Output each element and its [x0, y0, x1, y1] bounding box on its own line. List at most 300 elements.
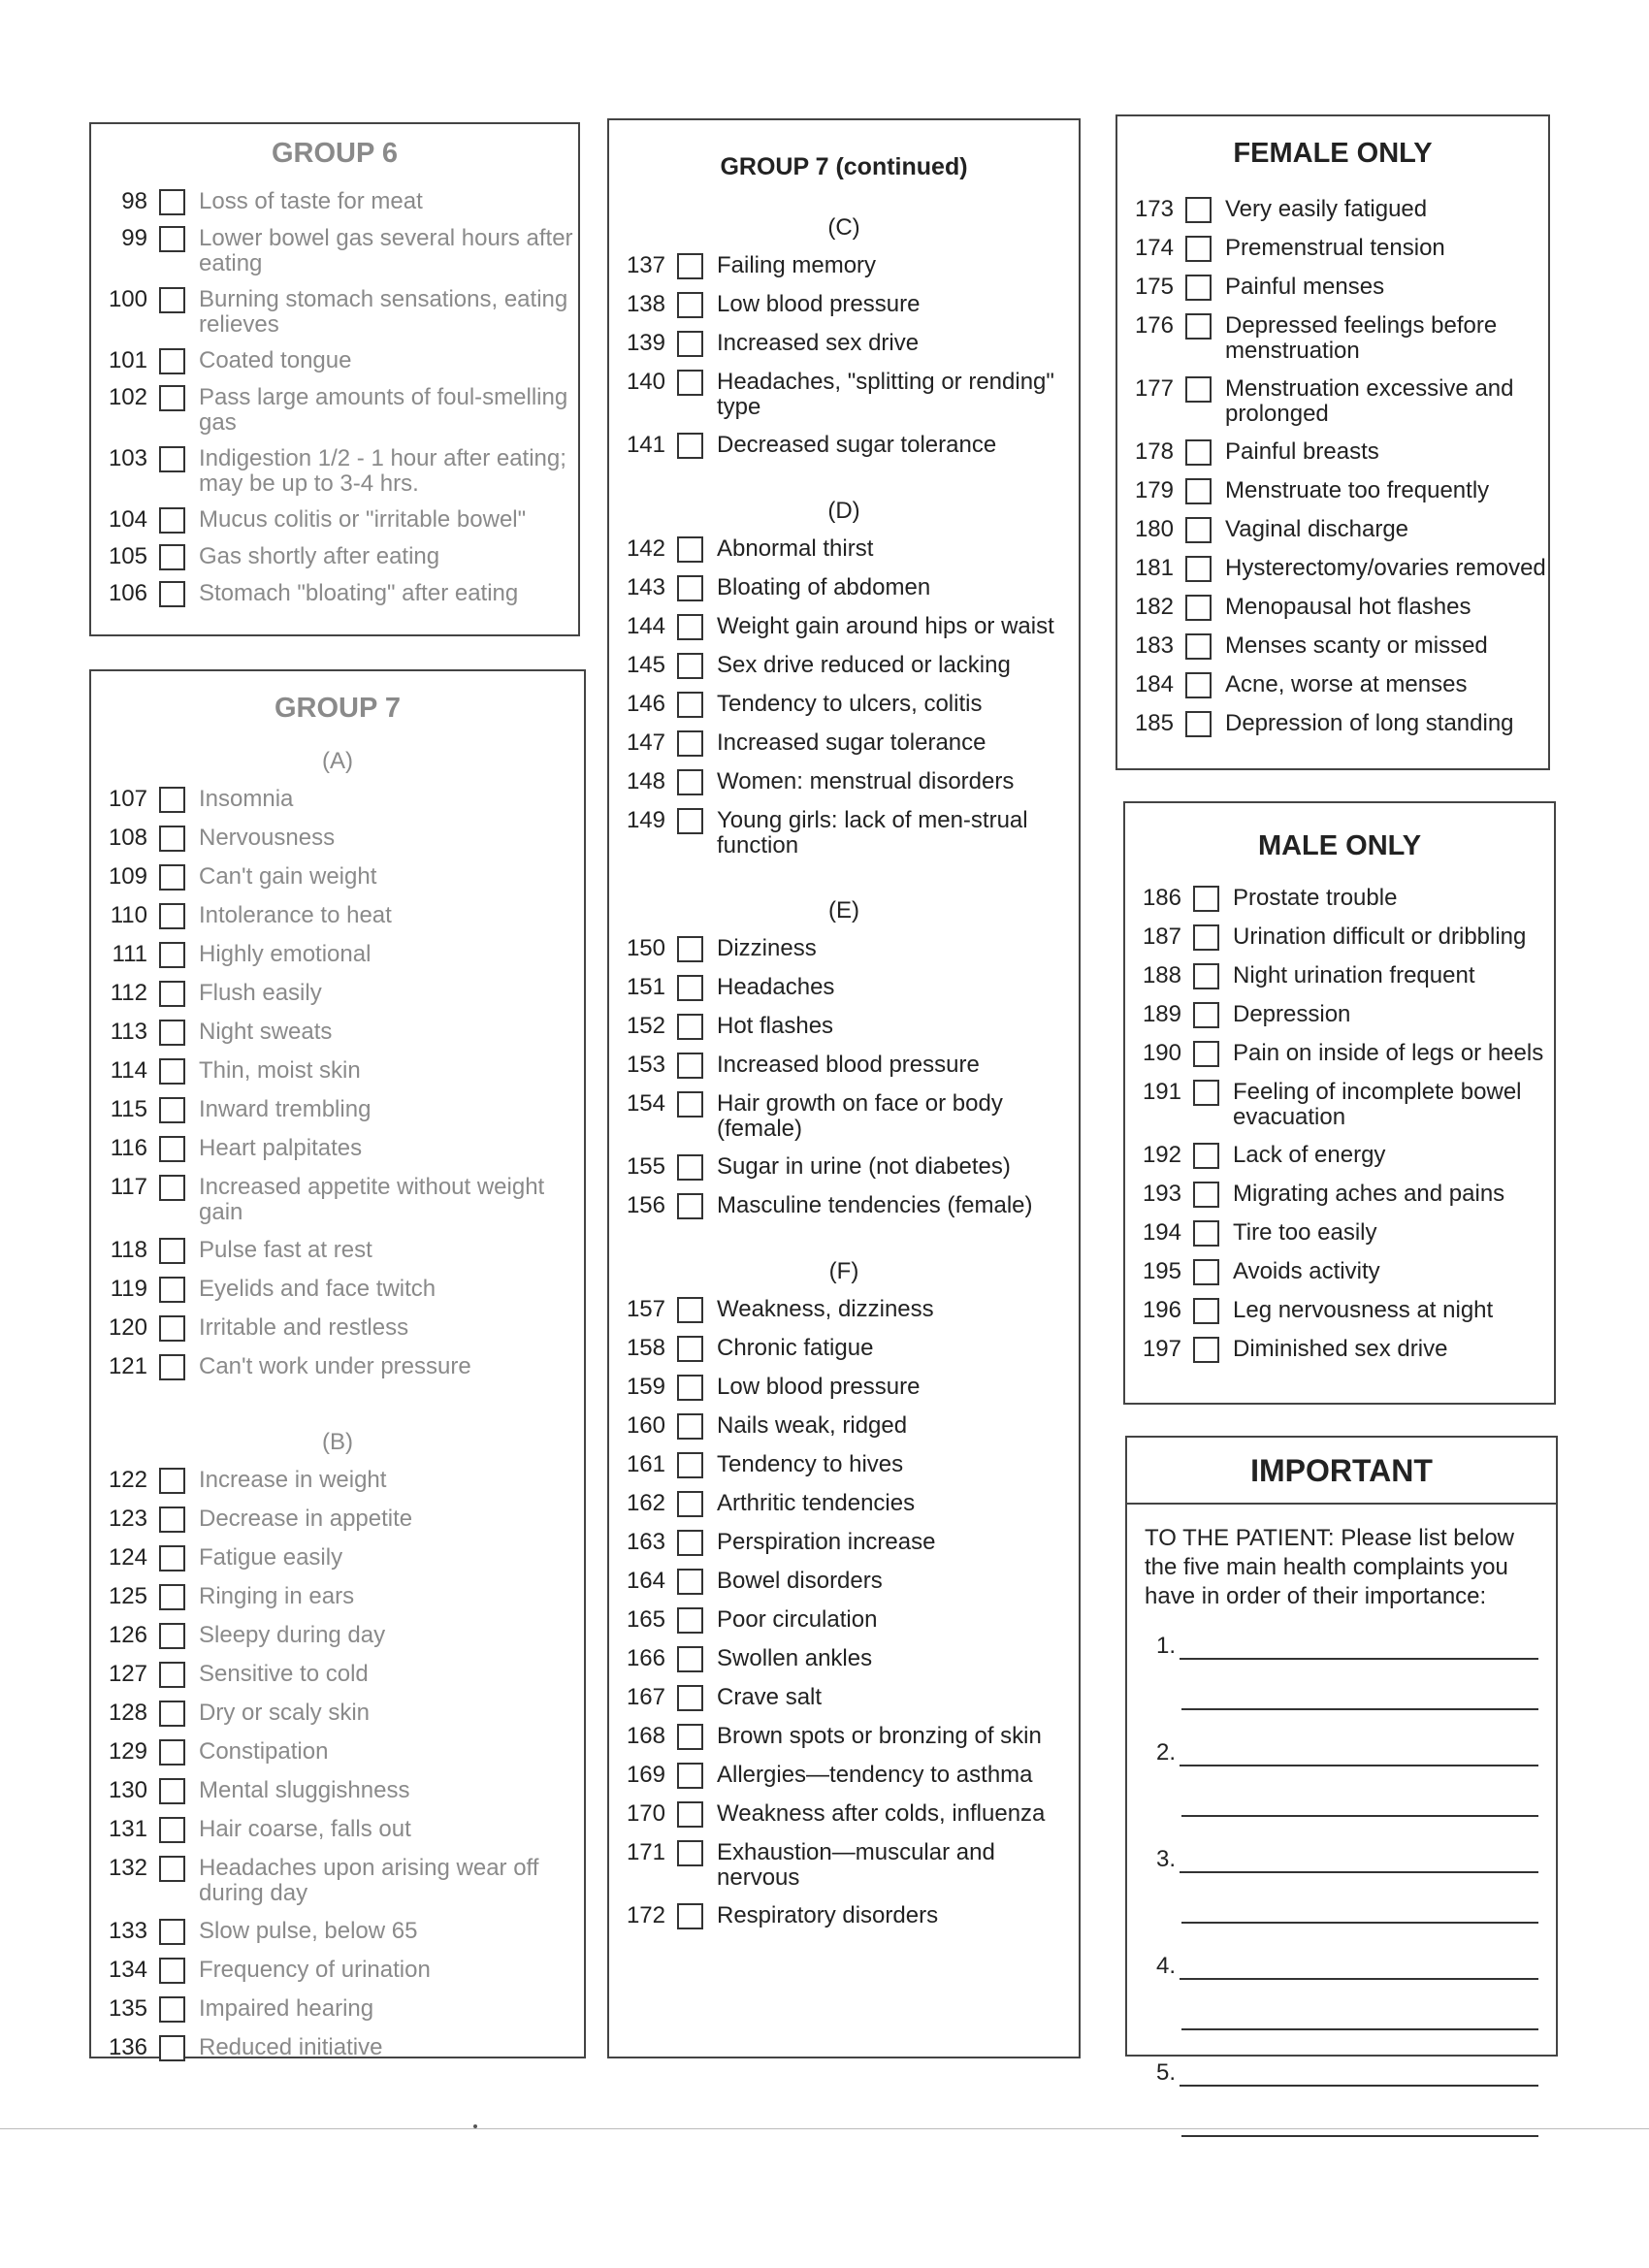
symptom-checkbox[interactable] — [677, 1903, 703, 1929]
symptom-label: Young girls: lack of men-strual function — [717, 807, 1028, 859]
symptom-checkbox[interactable] — [159, 2035, 185, 2061]
item-number: 119 — [110, 1276, 147, 1302]
symptom-label: Sensitive to cold — [199, 1661, 369, 1687]
symptom-item — [91, 1175, 584, 1225]
symptom-checkbox[interactable] — [159, 942, 185, 968]
symptom-checkbox[interactable] — [159, 826, 185, 852]
symptom-label: Constipation — [199, 1738, 329, 1765]
complaint-line-2-continuation[interactable] — [1181, 1794, 1538, 1817]
item-number: 124 — [108, 1544, 147, 1571]
section-heading: (F) — [828, 1258, 859, 1284]
symptom-checkbox[interactable] — [1193, 1337, 1219, 1363]
item-number: 114 — [110, 1057, 147, 1084]
symptom-checkbox[interactable] — [1185, 275, 1212, 301]
symptom-label: Indigestion 1/2 - 1 hour after eating; may be up to 3-4 hrs. — [199, 445, 566, 497]
symptom-label: Irritable and restless — [199, 1314, 409, 1341]
symptom-item — [609, 536, 1079, 563]
item-number: 115 — [110, 1096, 147, 1122]
complaint-line-1-continuation[interactable] — [1181, 1687, 1538, 1710]
section-list — [91, 787, 584, 1380]
symptom-item — [91, 1919, 584, 1945]
symptom-item — [91, 1097, 584, 1123]
symptom-label: Hot flashes — [717, 1013, 834, 1039]
item-number: 134 — [108, 1957, 147, 1983]
symptom-checkbox[interactable] — [159, 1778, 185, 1804]
symptom-checkbox[interactable] — [677, 769, 703, 795]
symptom-checkbox[interactable] — [159, 1817, 185, 1843]
symptom-item — [1117, 439, 1548, 466]
symptom-checkbox[interactable] — [677, 730, 703, 757]
symptom-checkbox[interactable] — [677, 1014, 703, 1040]
symptom-checkbox[interactable] — [159, 1701, 185, 1727]
important-title: IMPORTANT — [1250, 1453, 1433, 1488]
symptom-label: Nervousness — [199, 825, 336, 851]
symptom-checkbox[interactable] — [159, 1020, 185, 1046]
symptom-checkbox[interactable] — [1185, 517, 1212, 543]
symptom-checkbox[interactable] — [677, 936, 703, 962]
group-7-continued-sections — [609, 214, 1079, 1929]
symptom-label: Depressed feelings before menstruation — [1225, 312, 1498, 364]
symptom-checkbox[interactable] — [677, 331, 703, 357]
symptom-label: Sugar in urine (not diabetes) — [717, 1153, 1011, 1180]
symptom-item — [609, 1452, 1079, 1478]
symptom-checkbox[interactable] — [159, 348, 185, 374]
complaint-line-3[interactable]: 3. — [1156, 1844, 1538, 1873]
symptom-label: Urination difficult or dribbling — [1233, 923, 1527, 950]
complaint-line-2[interactable]: 2. — [1156, 1737, 1538, 1766]
item-number: 147 — [626, 729, 665, 756]
symptom-checkbox[interactable] — [159, 1238, 185, 1264]
symptom-checkbox[interactable] — [159, 1507, 185, 1533]
symptom-checkbox[interactable] — [1193, 1041, 1219, 1067]
important-divider — [1127, 1503, 1556, 1505]
symptom-item — [91, 1958, 584, 1984]
complaint-line-3-continuation[interactable] — [1181, 1900, 1538, 1924]
symptom-label: Pass large amounts of foul-smelling gas — [199, 384, 568, 436]
symptom-checkbox[interactable] — [1185, 672, 1212, 698]
item-number: 187 — [1142, 923, 1181, 950]
section-list — [609, 253, 1079, 459]
symptom-label: Crave salt — [717, 1684, 823, 1710]
symptom-label: Frequency of urination — [199, 1957, 431, 1983]
symptom-checkbox[interactable] — [159, 1097, 185, 1123]
symptom-label: Lack of energy — [1233, 1142, 1386, 1168]
symptom-checkbox[interactable] — [1193, 1298, 1219, 1324]
symptom-label: Avoids activity — [1233, 1258, 1380, 1284]
female-only-list — [1117, 197, 1548, 737]
symptom-checkbox[interactable] — [159, 544, 185, 570]
symptom-label: Decrease in appetite — [199, 1506, 413, 1532]
symptom-checkbox[interactable] — [677, 1491, 703, 1517]
symptom-checkbox[interactable] — [1193, 1080, 1219, 1106]
item-number: 123 — [108, 1506, 147, 1532]
symptom-checkbox[interactable] — [677, 1091, 703, 1118]
symptom-checkbox[interactable] — [677, 1336, 703, 1362]
symptom-label: Thin, moist skin — [199, 1057, 361, 1084]
symptom-label: Lower bowel gas several hours after eating — [199, 225, 573, 276]
symptom-label: Acne, worse at menses — [1225, 671, 1468, 697]
important-box — [1125, 1436, 1558, 2086]
symptom-item — [609, 253, 1079, 279]
symptom-label: Masculine tendencies (female) — [717, 1192, 1033, 1218]
symptom-checkbox[interactable] — [677, 433, 703, 459]
symptom-checkbox[interactable] — [677, 1193, 703, 1219]
item-number: 109 — [108, 863, 147, 890]
symptom-label: Hair coarse, falls out — [199, 1816, 411, 1842]
item-number: 138 — [626, 291, 665, 317]
item-number: 163 — [626, 1529, 665, 1555]
symptom-checkbox[interactable] — [159, 864, 185, 891]
symptom-label: Flush easily — [199, 980, 322, 1006]
symptom-checkbox[interactable] — [1185, 478, 1212, 504]
symptom-checkbox[interactable] — [159, 1662, 185, 1688]
symptom-item — [609, 433, 1079, 459]
symptom-item — [609, 1685, 1079, 1711]
item-number: 106 — [108, 580, 147, 606]
symptom-item — [91, 826, 584, 852]
symptom-item — [609, 1491, 1079, 1517]
item-number: 184 — [1134, 671, 1174, 697]
symptom-label: Loss of taste for meat — [199, 188, 423, 214]
item-number: 132 — [108, 1855, 147, 1881]
item-number: 152 — [626, 1013, 665, 1039]
symptom-checkbox[interactable] — [1185, 376, 1212, 403]
complaint-line-4-continuation[interactable] — [1181, 2007, 1538, 2030]
section-heading: (C) — [827, 214, 860, 241]
symptom-checkbox[interactable] — [159, 226, 185, 252]
symptom-checkbox[interactable] — [677, 370, 703, 396]
symptom-checkbox[interactable] — [677, 1452, 703, 1478]
symptom-item — [609, 1840, 1079, 1891]
item-number: 172 — [626, 1902, 665, 1928]
item-number: 180 — [1134, 516, 1174, 542]
item-number: 178 — [1134, 438, 1174, 465]
symptom-label: Inward trembling — [199, 1096, 372, 1122]
item-number: 101 — [108, 347, 147, 373]
symptom-item — [1117, 236, 1548, 262]
symptom-item — [91, 1856, 584, 1906]
symptom-item — [609, 1297, 1079, 1323]
symptom-checkbox[interactable] — [677, 575, 703, 601]
item-number: 173 — [1134, 196, 1174, 222]
complaint-line-5-continuation[interactable] — [1181, 2114, 1538, 2137]
symptom-item — [1125, 1041, 1554, 1067]
symptom-label: Mental sluggishness — [199, 1777, 410, 1803]
symptom-checkbox[interactable] — [159, 581, 185, 607]
symptom-checkbox[interactable] — [677, 692, 703, 718]
symptom-checkbox[interactable] — [677, 1297, 703, 1323]
item-number: 162 — [626, 1490, 665, 1516]
symptom-checkbox[interactable] — [159, 1958, 185, 1984]
symptom-checkbox[interactable] — [677, 1413, 703, 1440]
symptom-item — [1125, 1143, 1554, 1169]
symptom-label: Fatigue easily — [199, 1544, 343, 1571]
section-list — [609, 936, 1079, 1219]
symptom-label: Decreased sugar tolerance — [717, 432, 997, 458]
symptom-checkbox[interactable] — [677, 1154, 703, 1181]
item-number: 188 — [1142, 962, 1181, 988]
item-number: 137 — [626, 252, 665, 278]
symptom-checkbox[interactable] — [159, 1175, 185, 1201]
symptom-label: Headaches — [717, 974, 835, 1000]
symptom-checkbox[interactable] — [159, 1315, 185, 1342]
symptom-checkbox[interactable] — [159, 981, 185, 1007]
symptom-label: Impaired hearing — [199, 1995, 374, 2022]
symptom-label: Very easily fatigued — [1225, 196, 1428, 222]
complaint-line-5[interactable]: 5. — [1156, 2057, 1538, 2087]
symptom-checkbox[interactable] — [1193, 886, 1219, 912]
symptom-label: Leg nervousness at night — [1233, 1297, 1494, 1323]
symptom-label: Stomach "bloating" after eating — [199, 580, 519, 606]
scan-speck — [473, 2124, 477, 2128]
symptom-checkbox[interactable] — [677, 1530, 703, 1556]
group-7-title: GROUP 7 — [274, 693, 401, 724]
symptom-item — [91, 1545, 584, 1571]
symptom-checkbox[interactable] — [677, 1053, 703, 1079]
symptom-item — [1117, 517, 1548, 543]
symptom-item — [1117, 711, 1548, 737]
item-number: 108 — [108, 825, 147, 851]
symptom-label: Weakness, dizziness — [717, 1296, 934, 1322]
symptom-label: Headaches, "splitting or rending" type — [717, 369, 1054, 420]
symptom-label: Burning stomach sensations, eating relieves — [199, 286, 568, 338]
symptom-label: Dizziness — [717, 935, 817, 961]
symptom-checkbox[interactable] — [677, 1569, 703, 1595]
symptom-checkbox[interactable] — [1185, 711, 1212, 737]
item-number: 142 — [626, 535, 665, 562]
item-number: 139 — [626, 330, 665, 356]
symptom-label: Increased sex drive — [717, 330, 920, 356]
symptom-checkbox[interactable] — [159, 1136, 185, 1162]
symptom-checkbox[interactable] — [1185, 556, 1212, 582]
symptom-item — [1125, 1182, 1554, 1208]
symptom-item — [609, 769, 1079, 795]
symptom-item — [91, 226, 578, 276]
symptom-checkbox[interactable] — [159, 1623, 185, 1649]
item-number: 105 — [108, 543, 147, 569]
symptom-checkbox[interactable] — [677, 614, 703, 640]
symptom-checkbox[interactable] — [159, 1996, 185, 2023]
item-number: 126 — [108, 1622, 147, 1648]
symptom-checkbox[interactable] — [677, 1763, 703, 1789]
group-7-sections — [91, 748, 584, 2061]
item-number: 128 — [108, 1700, 147, 1726]
symptom-label: Menses scanty or missed — [1225, 632, 1488, 659]
item-number: 117 — [110, 1174, 147, 1200]
symptom-item — [1125, 886, 1554, 912]
symptom-label: Intolerance to heat — [199, 902, 392, 928]
item-number: 154 — [626, 1090, 665, 1117]
male-only-title: MALE ONLY — [1257, 830, 1422, 861]
symptom-item — [609, 1903, 1079, 1929]
symptom-checkbox[interactable] — [677, 1607, 703, 1634]
symptom-label: Dry or scaly skin — [199, 1700, 371, 1726]
symptom-item — [609, 1569, 1079, 1595]
item-number: 170 — [626, 1800, 665, 1827]
symptom-item — [91, 1020, 584, 1046]
symptom-item — [1125, 1259, 1554, 1285]
item-number: 141 — [626, 432, 665, 458]
symptom-label: Perspiration increase — [717, 1529, 936, 1555]
item-number: 140 — [626, 369, 665, 395]
symptom-checkbox[interactable] — [677, 653, 703, 679]
symptom-label: Sleepy during day — [199, 1622, 386, 1648]
symptom-checkbox[interactable] — [159, 287, 185, 313]
item-number: 160 — [626, 1412, 665, 1439]
symptom-checkbox[interactable] — [159, 1545, 185, 1571]
item-number: 135 — [108, 1995, 147, 2022]
item-number: 143 — [626, 574, 665, 600]
symptom-checkbox[interactable] — [1185, 439, 1212, 466]
item-number: 174 — [1134, 235, 1174, 261]
item-number: 192 — [1142, 1142, 1181, 1168]
item-number: 197 — [1142, 1336, 1181, 1362]
symptom-item — [91, 544, 578, 570]
symptom-checkbox[interactable] — [1185, 633, 1212, 660]
symptom-checkbox[interactable] — [159, 787, 185, 813]
important-instructions: TO THE PATIENT: Please list below the five main health complaints you have in order of their importance: — [1145, 1525, 1515, 1609]
female-only-title: FEMALE ONLY — [1233, 138, 1433, 169]
item-number: 194 — [1142, 1219, 1181, 1246]
section-heading: (B) — [322, 1429, 353, 1455]
item-number: 127 — [108, 1661, 147, 1687]
page-bottom-rule — [0, 2128, 1649, 2129]
symptom-item — [1125, 1298, 1554, 1324]
symptom-item — [91, 1136, 584, 1162]
symptom-label: Vaginal discharge — [1225, 516, 1409, 542]
symptom-checkbox[interactable] — [677, 1801, 703, 1828]
symptom-checkbox[interactable] — [159, 1584, 185, 1610]
symptom-item — [91, 1584, 584, 1610]
symptom-checkbox[interactable] — [677, 975, 703, 1001]
symptom-checkbox[interactable] — [1193, 1259, 1219, 1285]
symptom-checkbox[interactable] — [677, 1685, 703, 1711]
symptom-checkbox[interactable] — [1185, 595, 1212, 621]
symptom-item — [91, 287, 578, 338]
symptom-label: Menstruate too frequently — [1225, 477, 1490, 503]
symptom-label: Menopausal hot flashes — [1225, 594, 1471, 620]
symptom-label: Low blood pressure — [717, 291, 921, 317]
symptom-item — [609, 653, 1079, 679]
symptom-label: Abnormal thirst — [717, 535, 874, 562]
symptom-label: Increased sugar tolerance — [717, 729, 986, 756]
symptom-checkbox[interactable] — [159, 903, 185, 929]
symptom-checkbox[interactable] — [677, 1724, 703, 1750]
symptom-checkbox[interactable] — [1185, 236, 1212, 262]
symptom-item — [1125, 963, 1554, 989]
symptom-checkbox[interactable] — [159, 1058, 185, 1085]
male-only-box — [1123, 801, 1556, 1405]
item-number: 164 — [626, 1568, 665, 1594]
symptom-item — [1125, 1080, 1554, 1130]
symptom-label: Hair growth on face or body (female) — [717, 1090, 1003, 1142]
item-number: 118 — [110, 1237, 147, 1263]
symptom-item — [609, 730, 1079, 757]
symptom-label: Heart palpitates — [199, 1135, 363, 1161]
item-number: 181 — [1134, 555, 1174, 581]
symptom-label: Swollen ankles — [717, 1645, 873, 1671]
symptom-item — [609, 1154, 1079, 1181]
symptom-item — [91, 507, 578, 534]
symptom-item — [1125, 1220, 1554, 1247]
symptom-label: Sex drive reduced or lacking — [717, 652, 1011, 678]
symptom-checkbox[interactable] — [159, 1856, 185, 1882]
symptom-item — [609, 614, 1079, 640]
symptom-label: Premenstrual tension — [1225, 235, 1445, 261]
symptom-checkbox[interactable] — [677, 253, 703, 279]
symptom-checkbox[interactable] — [1193, 1002, 1219, 1028]
item-number: 179 — [1134, 477, 1174, 503]
symptom-checkbox[interactable] — [677, 808, 703, 834]
symptom-item — [91, 903, 584, 929]
symptom-label: Exhaustion—muscular and nervous — [717, 1839, 995, 1891]
item-number: 171 — [626, 1839, 665, 1865]
symptom-checkbox[interactable] — [1185, 197, 1212, 223]
symptom-checkbox[interactable] — [159, 446, 185, 472]
group-7-continued-box — [607, 118, 1081, 2058]
symptom-checkbox[interactable] — [159, 385, 185, 411]
item-number: 165 — [626, 1606, 665, 1633]
symptom-checkbox[interactable] — [1193, 1182, 1219, 1208]
symptom-item — [91, 1778, 584, 1804]
symptom-checkbox[interactable] — [159, 1277, 185, 1303]
symptom-item — [609, 1724, 1079, 1750]
symptom-label: Prostate trouble — [1233, 885, 1398, 911]
symptom-item — [91, 1623, 584, 1649]
symptom-item — [609, 1413, 1079, 1440]
item-number: 189 — [1142, 1001, 1181, 1027]
item-number: 113 — [110, 1019, 147, 1045]
symptom-checkbox[interactable] — [159, 1468, 185, 1494]
symptom-checkbox[interactable] — [159, 1919, 185, 1945]
symptom-checkbox[interactable] — [1193, 963, 1219, 989]
item-number: 186 — [1142, 885, 1181, 911]
item-number: 156 — [626, 1192, 665, 1218]
symptom-checkbox[interactable] — [677, 1375, 703, 1401]
symptom-label: Low blood pressure — [717, 1374, 921, 1400]
symptom-checkbox[interactable] — [1193, 924, 1219, 951]
symptom-item — [91, 348, 578, 374]
item-number: 169 — [626, 1762, 665, 1788]
symptom-checkbox[interactable] — [1185, 313, 1212, 340]
symptom-checkbox[interactable] — [677, 1646, 703, 1672]
complaint-line-1[interactable]: 1. — [1156, 1631, 1538, 1660]
symptom-label: Coated tongue — [199, 347, 352, 373]
symptom-item — [1117, 556, 1548, 582]
symptom-checkbox[interactable] — [159, 1354, 185, 1380]
symptom-checkbox[interactable] — [677, 1840, 703, 1866]
symptom-item — [609, 1053, 1079, 1079]
symptom-label: Reduced initiative — [199, 2034, 383, 2060]
item-number: 111 — [112, 941, 147, 967]
symptom-checkbox[interactable] — [1193, 1220, 1219, 1247]
symptom-label: Increased blood pressure — [717, 1052, 980, 1078]
symptom-checkbox[interactable] — [159, 189, 185, 215]
symptom-item — [1117, 275, 1548, 301]
symptom-checkbox[interactable] — [159, 507, 185, 534]
symptom-checkbox[interactable] — [677, 292, 703, 318]
symptom-checkbox[interactable] — [1193, 1143, 1219, 1169]
symptom-item — [91, 1468, 584, 1494]
symptom-label: Women: menstrual disorders — [717, 768, 1015, 794]
symptom-item — [1117, 376, 1548, 427]
symptom-checkbox[interactable] — [677, 536, 703, 563]
symptom-label: Night urination frequent — [1233, 962, 1475, 988]
complaint-line-4[interactable]: 4. — [1156, 1951, 1538, 1980]
item-number: 159 — [626, 1374, 665, 1400]
symptom-checkbox[interactable] — [159, 1739, 185, 1766]
symptom-label: Weight gain around hips or waist — [717, 613, 1054, 639]
